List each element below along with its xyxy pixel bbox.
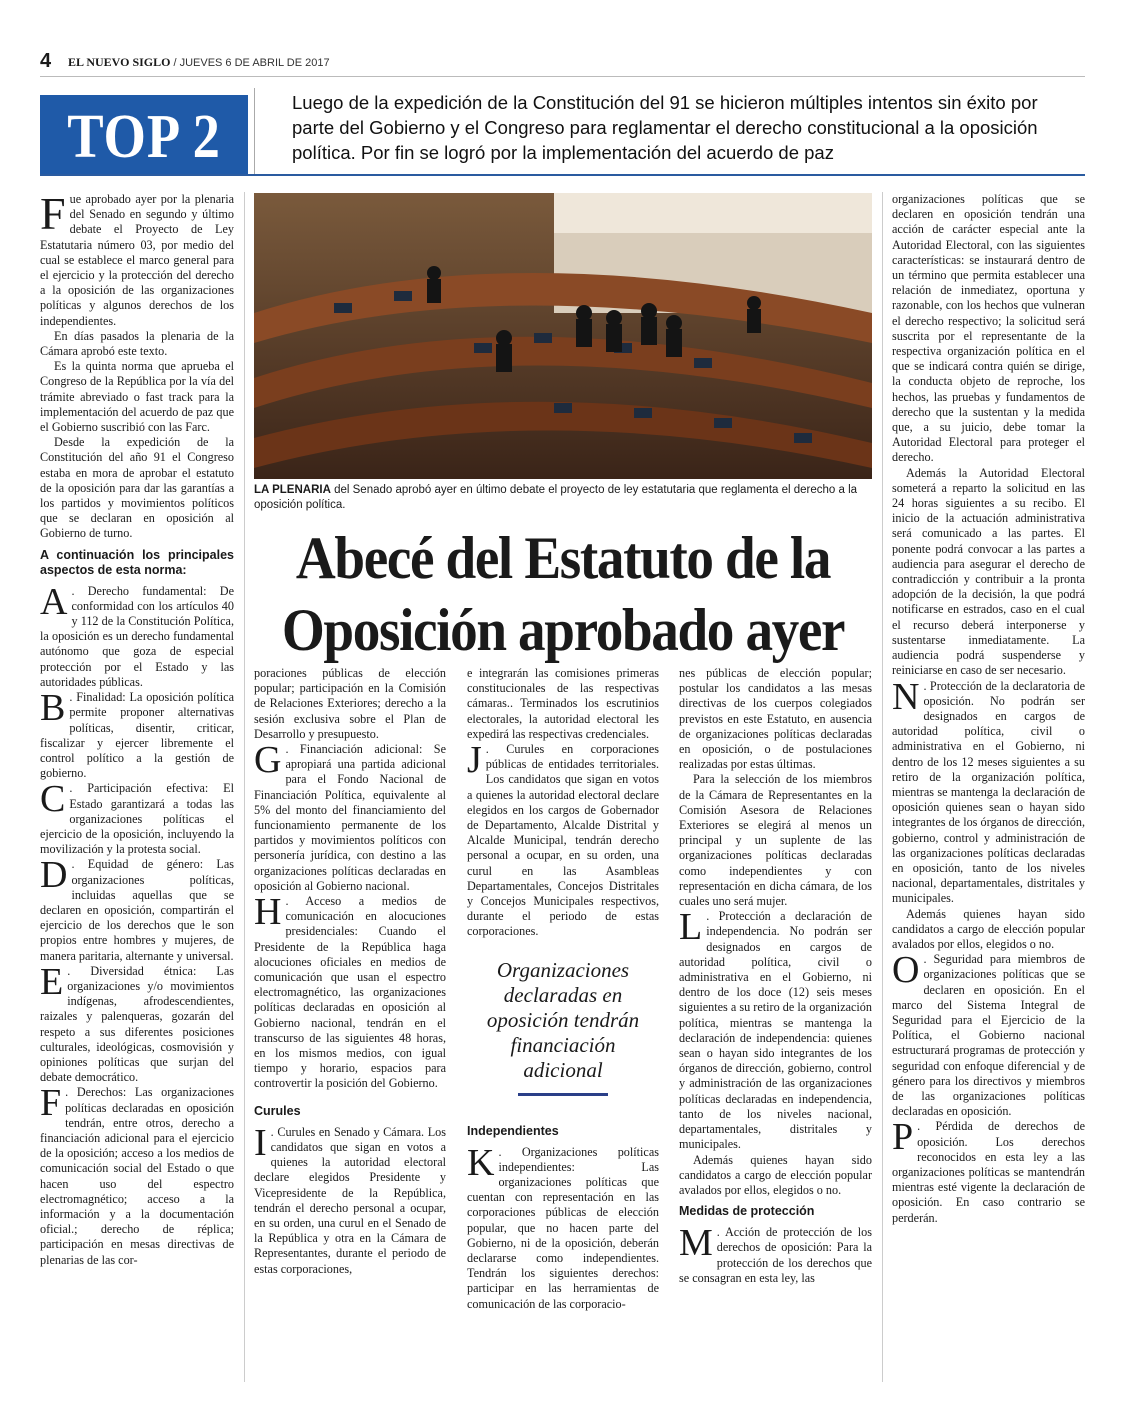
deck: Luego de la expedición de la Constitución del 91 se hicieron múltiples intentos sin éxito por parte del Gobierno y el Congreso para reglamentar el derecho constitucional a la oposición política. Por fin se logró por la implementación del acuerdo de paz (292, 92, 1038, 163)
item-letter: B (40, 687, 66, 730)
item-letter: J (467, 739, 482, 782)
plenary-photo-illustration (254, 193, 872, 479)
paragraph: Además quienes hayan sido candidatos a cargo de elección popular avalados por ellos, elegidos o no. (892, 906, 1085, 951)
item-n (892, 675, 1085, 907)
item-b (40, 687, 234, 781)
page-number: 4 (40, 50, 52, 72)
item-text: . Participación efectiva: El Estado garantizará a todas las organizaciones políticas el ejercicio de la oposición, incluyendo la movilización y la protesta social. (40, 781, 234, 857)
subhead: Medidas de protección (679, 1204, 815, 1219)
paragraph: organizaciones políticas que se declaren en oposición tendrán una acción de carácter especial ante la Autoridad Electoral, con las siguientes características: se instaurará dentro de un término que permita establecer una relación de inmediatez, oportuna y razonable, con los hechos que vulneran el derecho respectivo; la solicitud será suscrita por el representante de la respectiva organización política en el que se indicará contra quién se dirige, la conducta objeto de reproche, los hechos, las pruebas y fundamentos de derecho que la sustentan y la medida que, a su juicio, debe tomar la Autoridad Electoral para proteger el derecho. (892, 192, 1085, 465)
item-text: . Acceso a medios de comunicación en alocuciones presidenciales: Cuando el Presidente de la República haga alocuciones oficiales en medios de comunicación que usan el espectro electromagnético, las organizaciones políticas declaradas en oposición al Gobierno nacional, tendrán en el transcurso de las siguientes 48 horas, en los mismos medios, con igual tiempo y horario, espacios para controvertir la posición del Gobierno. (254, 894, 446, 1091)
item-text: . Financiación adicional: Se apropiará una partida adicional para el Fondo Nacional de Financiación Política, equivalente al 5% del monto del financiamiento del funcionamiento permanente de los partidos y movimientos políticos con personería jurídica, con destino a las organizaciones políticas declaradas en oposición al Gobierno nacional. (254, 742, 446, 893)
item-letter: N (892, 675, 920, 718)
paragraph: nes públicas de elección popular; postular los candidatos a las mesas directivas de los cuerpos colegiados previstos en este Estatuto, en ausencia de organizaciones políticas declaradas en oposición, o de postulaciones realizadas por estas últimas. (679, 666, 872, 772)
item-text: . Acción de protección de los derechos de oposición: Para la protección de los derechos que se consagran en esta ley, las (679, 1225, 872, 1285)
paragraph: poraciones públicas de elección popular; participación en la Comisión de Relaciones Exteriores; derecho a la sesión exclusiva sobre el Plan de Desarrollo y presupuesto. (254, 666, 446, 741)
item-letter: E (40, 960, 64, 1003)
paragraph: Además quienes hayan sido candidatos a cargo de elección popular avalados por ellos, elegidos o no. (679, 1152, 872, 1197)
photo-caption (254, 483, 872, 513)
paragraph: Además la Autoridad Electoral someterá a reparto la solicitud en las 24 horas siguientes a su recibo. El inicio de la actuación administrativa será comunicado a las partes. El ponente podrá convocar a las partes a audiencia para asegurar el derecho de contradicción y contribuir a la pronta adopción de la decisión, la que podrá notificarse en estrados, caso en el cual el recurso deberá interponerse y sustentarse inmediatamente. La audiencia podrá suspenderse y reiniciarse en caso de ser necesario. (892, 465, 1085, 678)
item-c (40, 778, 234, 857)
paragraph: Desde la expedición de la Constitución del año 91 el Congreso estaba en mora de aprobar el estatuto de la oposición para dar las garantías a los partidos y movimientos políticos que se declaran en oposición al Gobierno de turno. (40, 435, 234, 541)
item-letter: O (892, 949, 920, 992)
subhead: Independientes (467, 1123, 559, 1138)
plenary-photo (254, 193, 872, 479)
item-letter: K (467, 1141, 495, 1184)
paper-name: EL NUEVO SIGLO (68, 55, 171, 69)
item-letter: D (40, 854, 68, 897)
item-text: . Pérdida de derechos de oposición. Los derechos reconocidos en esta ley a las organizaciones políticas se mantendrán mientras esté vigente la declaración de oposición. En caso contrario se perderán. (892, 1119, 1085, 1225)
item-letter: G (254, 739, 282, 782)
dropcap: F (40, 192, 66, 239)
headline (254, 522, 872, 666)
item-j (467, 739, 659, 940)
column-4 (679, 666, 872, 1382)
item-g (254, 739, 446, 894)
pull-quote-rule (518, 1093, 608, 1096)
column-3 (467, 666, 659, 1382)
item-letter: A (40, 580, 68, 623)
headline-line-1: Abecé del Estatuto de la (295, 525, 831, 591)
item-m (679, 1222, 872, 1286)
paragraph: En días pasados la plenaria de la Cámara aprobó este texto. (40, 328, 234, 359)
item-text: . Equidad de género: Las organizaciones políticas, incluidas aquellas que se declaren en oposición, compartirán el ejercicio de los derechos que le son propios entre hombres y mujeres, de manera paritaria, alternante y universal. (40, 857, 234, 963)
paragraph: Es la quinta norma que aprueba el Congreso de la República por la vía del trámite abreviado o fast track para la implementación del acuerdo de paz que el Gobierno suscribió con las Farc. (40, 359, 234, 435)
tag-rule (40, 174, 1085, 176)
issue-date: / JUEVES 6 DE ABRIL DE 2017 (173, 57, 330, 69)
section-tag-label: TOP 2 (67, 103, 221, 171)
paragraph: Para la selección de los miembros de la Cámara de Representantes en la Comisión Asesora de Relaciones Exteriores se elegirá al menos un principal y un suplente de las organizaciones políticas declaradas como independientes y con representación en dicha cámara, de los cuales uno será mujer. (679, 772, 872, 909)
subhead: Curules (254, 1103, 301, 1118)
column-2 (254, 666, 446, 1382)
item-letter: P (892, 1116, 914, 1159)
item-p (892, 1116, 1085, 1225)
item-text: . Derecho fundamental: De conformidad con los artículos 40 y 112 de la Constitución Política, la oposición es un derecho fundamental autónomo que goza de especial protección por el Estado y las autoridades públicas. (40, 583, 234, 689)
item-h (254, 891, 446, 1092)
paragraph: e integrarán las comisiones primeras constitucionales de las respectivas cámaras.. Terminados los escrutinios electorales, la autoridad electoral les expedirá las respectivas credenciales. (467, 666, 659, 741)
item-a (40, 580, 234, 690)
item-k (467, 1141, 659, 1312)
item-i (254, 1121, 446, 1277)
column-divider (244, 192, 245, 1382)
header-rule (40, 76, 1085, 77)
intro-text: ue aprobado ayer por la plenaria del Senado en segundo y último debate el Proyecto de Ley Estatutaria número 03, por medio del cual se establece el marco general para el ejercicio y la protección del derecho a la oposición de las organizaciones políticas y algunos derechos de los independientes. (40, 192, 234, 328)
item-text: . Seguridad para miembros de organizaciones políticas que se declaren en oposición. En el marco del Sistema Integral de Seguridad para el Ejercicio de la Política, el Gobierno nacional estructurará programas de protección y seguridad con enfoque diferencial y de género para los directivos y miembros de las organizaciones políticas declaradas en oposición. (892, 952, 1085, 1119)
item-letter: M (679, 1222, 713, 1265)
column-1 (40, 192, 234, 1382)
masthead (68, 55, 330, 70)
subhead: A continuación los principales aspectos de esta norma: (40, 547, 234, 577)
item-d (40, 854, 234, 963)
item-text: . Curules en corporaciones públicas de entidades territoriales. Los candidatos que sigan en votos a quienes la autoridad electoral declare elegidos en los cargos de Gobernador de Departamento, Alcalde Distrital y Alcalde Municipal, tendrán derecho personal a ocupar, en su orden, una curul en las Asambleas Departamentales, Concejos Distritales y Concejos Municipales respectivos, durante el periodo de estas corporaciones. (467, 742, 659, 939)
item-e (40, 960, 234, 1086)
item-o (892, 949, 1085, 1119)
item-f (40, 1082, 234, 1267)
item-letter: I (254, 1121, 267, 1164)
item-text: . Protección de la declaratoria de oposición. No podrán ser designados en cargos de autoridad política, civil o administrativa en el Gobierno, ni dentro de los 12 meses siguientes a su retiro de la organización política, mientras se mantenga la declaración de oposición quienes sean o hayan sido integrantes de los órganos de dirección, gobierno, control y administración de las organizaciones políticas declaradas en oposición, tanto de los niveles nacional, departamentales, distritales y municipales. (892, 678, 1085, 906)
intro-paragraph (40, 192, 234, 329)
caption-text: del Senado aprobó ayer en último debate el proyecto de ley estatutaria que reglamenta el derecho a la oposición política. (254, 484, 858, 511)
item-l (679, 906, 872, 1152)
tag-vertical-rule (254, 88, 255, 174)
item-letter: L (679, 906, 703, 949)
item-text: . Finalidad: La oposición política permite proponer alternativas políticas, disentir, criticar, fiscalizar y ejercer libremente el control político a la gestión de gobierno. (40, 690, 234, 781)
headline-line-2: Oposición aprobado ayer (281, 597, 845, 663)
item-letter: C (40, 778, 66, 821)
item-text: . Organizaciones políticas independientes: Las organizaciones políticas que cuentan con representación en las corporaciones públicas de elección popular, que no hacen parte del Gobierno, ni de la oposición, deberán declararse como independientes. Tendrán los siguientes derechos: participar en las herramientas de comunicación de las corporacio- (467, 1144, 659, 1311)
item-text: . Curules en Senado y Cámara. Los candidatos que sigan en votos a quienes la autoridad electoral declare elegidos Presidente y Vicepresidente de la República, tendrán el derecho personal a ocupar, en su orden, una curul en el Senado de la República y otra en la Cámara de Representantes, durante el periodo de estas corporaciones, (254, 1124, 446, 1276)
column-divider (882, 192, 883, 1382)
item-letter: H (254, 891, 282, 934)
item-letter: F (40, 1082, 62, 1125)
column-5 (892, 192, 1085, 1382)
item-text: . Diversidad étnica: Las organizaciones y/o movimientos indígenas, afrodescendientes, raizales y palenqueras, gozarán del respeto a sus diferentes posiciones culturales, ideológicas, cosmovisión y opiniones políticas que surjan del debate democrático. (40, 963, 234, 1085)
item-text: . Derechos: Las organizaciones políticas declaradas en oposición tendrán, entre otros, derecho a financiación adicional para el ejercicio de la oposición; acceso a los medios de comunicación social del Estado o que hacen uso del espectro electromagnético; acceso a la información y a la documentación oficial.; derecho de réplica; participación en mesas directivas de plenarias de las cor- (40, 1085, 234, 1267)
caption-label: LA PLENARIA (254, 484, 331, 496)
pull-quote: Organizaciones declaradas en oposición tendrán financiación adicional (486, 957, 640, 1082)
item-text: . Protección a declaración de independencia. No podrán ser designados en cargos de autoridad política, civil o administrativa en el Gobierno, ni dentro de los doce (12) seis meses siguientes a su retiro de la organización política, mientras se mantenga la declaración de independencia: quienes sean o hayan sido integrantes de los órganos de dirección, gobierno, control y administración de las organizaciones políticas declaradas en independencia, tanto de los niveles nacional, departamentales, distritales y municipales. (679, 909, 872, 1152)
